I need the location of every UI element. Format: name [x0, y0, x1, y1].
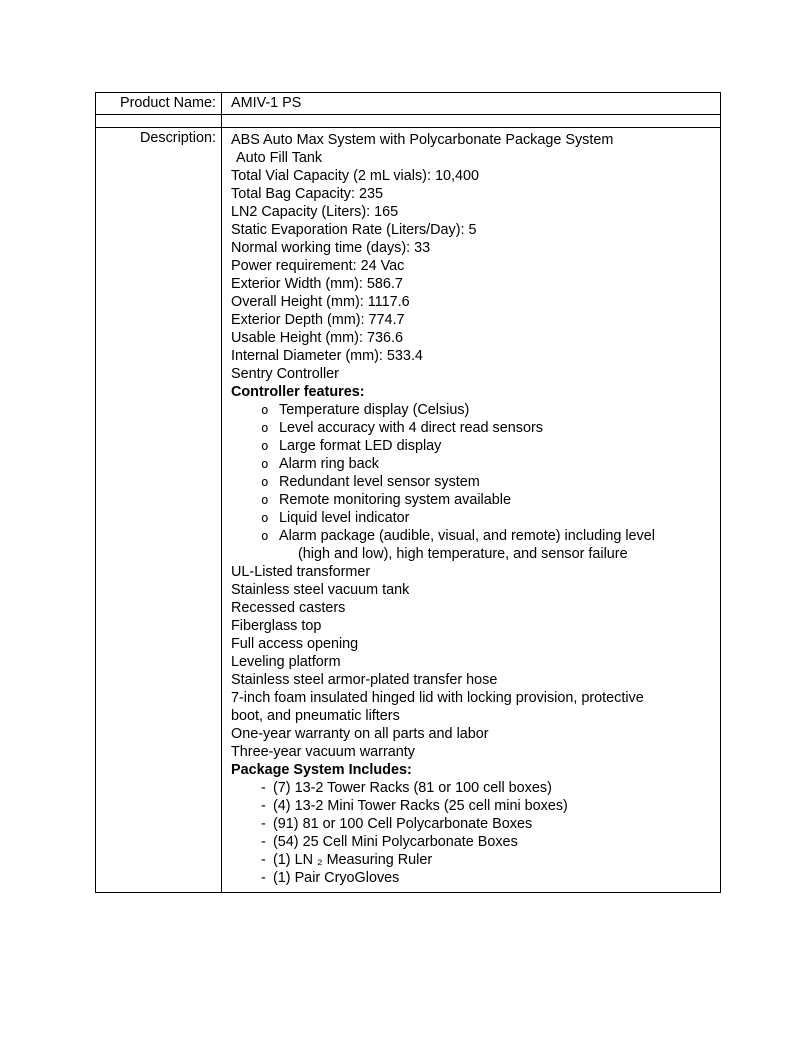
- bullet-text: Temperature display (Celsius): [279, 402, 470, 418]
- spacer-row: [96, 115, 721, 128]
- description-line: Normal working time (days): 33: [231, 240, 431, 256]
- description-line: (high and low), high temperature, and sensor failure: [298, 546, 628, 562]
- spacer-cell-left: [96, 115, 222, 128]
- spacer-cell-right: [222, 115, 721, 128]
- description-line: ABS Auto Max System with Polycarbonate Package System: [231, 132, 614, 148]
- description-line: Auto Fill Tank: [236, 150, 323, 166]
- circle-bullet: o: [261, 402, 269, 417]
- description-line: [231, 833, 716, 851]
- dash-bullet: -: [261, 816, 266, 832]
- description-line: [231, 869, 716, 887]
- circle-bullet: o: [261, 510, 269, 525]
- description-line: [231, 437, 716, 455]
- description-line: Total Vial Capacity (2 mL vials): 10,400: [231, 168, 479, 184]
- description-line: Sentry Controller: [231, 366, 339, 382]
- description-line: [231, 419, 716, 437]
- description-line: [231, 455, 716, 473]
- description-content: [222, 128, 721, 893]
- description-line: LN2 Capacity (Liters): 165: [231, 204, 399, 220]
- description-line: Full access opening: [231, 636, 359, 652]
- description-row: [96, 128, 721, 893]
- description-line: Stainless steel vacuum tank: [231, 582, 410, 598]
- description-label: Description:: [96, 128, 222, 893]
- description-line: [231, 797, 716, 815]
- description-line: [231, 815, 716, 833]
- circle-bullet: o: [261, 438, 269, 453]
- circle-bullet: o: [261, 528, 269, 543]
- description-line: Leveling platform: [231, 654, 341, 670]
- description-line: Controller features:: [231, 384, 365, 400]
- description-line: Overall Height (mm): 1117.6: [231, 294, 410, 310]
- product-name-value: AMIV-1 PS: [222, 93, 721, 115]
- description-line: [231, 473, 716, 491]
- circle-bullet: o: [261, 456, 269, 471]
- description-line: Package System Includes:: [231, 762, 412, 778]
- bullet-text: Level accuracy with 4 direct read sensors: [279, 420, 543, 436]
- bullet-text: (91) 81 or 100 Cell Polycarbonate Boxes: [273, 816, 533, 832]
- bullet-text: Liquid level indicator: [279, 510, 410, 526]
- bullet-text: (54) 25 Cell Mini Polycarbonate Boxes: [273, 834, 518, 850]
- circle-bullet: o: [261, 492, 269, 507]
- description-line: One-year warranty on all parts and labor: [231, 726, 489, 742]
- description-line: [231, 779, 716, 797]
- bullet-text: Remote monitoring system available: [279, 492, 511, 508]
- bullet-text: (7) 13-2 Tower Racks (81 or 100 cell boxes): [273, 780, 552, 796]
- bullet-text: (4) 13-2 Mini Tower Racks (25 cell mini boxes): [273, 798, 568, 814]
- circle-bullet: o: [261, 420, 269, 435]
- description-line: Stainless steel armor-plated transfer hose: [231, 672, 498, 688]
- product-name-row: [96, 93, 721, 115]
- description-line: Recessed casters: [231, 600, 346, 616]
- dash-bullet: -: [261, 798, 266, 814]
- dash-bullet: -: [261, 870, 266, 886]
- dash-bullet: -: [261, 834, 266, 850]
- description-line: [231, 509, 716, 527]
- description-line: UL-Listed transformer: [231, 564, 371, 580]
- description-line: [231, 851, 716, 869]
- product-name-label: Product Name:: [96, 93, 222, 115]
- description-line: [231, 491, 716, 509]
- circle-bullet: o: [261, 474, 269, 489]
- description-line: 7-inch foam insulated hinged lid with locking provision, protective: [231, 690, 644, 706]
- bullet-text: Alarm package (audible, visual, and remote) including level: [279, 528, 655, 544]
- description-line: Exterior Depth (mm): 774.7: [231, 312, 405, 328]
- description-line: Power requirement: 24 Vac: [231, 258, 405, 274]
- bullet-text: Redundant level sensor system: [279, 474, 480, 490]
- product-spec-table: [95, 92, 721, 893]
- description-line: Usable Height (mm): 736.6: [231, 330, 403, 346]
- dash-bullet: -: [261, 780, 266, 796]
- bullet-text: (1) Pair CryoGloves: [273, 870, 400, 886]
- dash-bullet: -: [261, 852, 266, 868]
- description-line: Static Evaporation Rate (Liters/Day): 5: [231, 222, 477, 238]
- description-line: Total Bag Capacity: 235: [231, 186, 383, 202]
- description-line: [231, 527, 716, 545]
- bullet-text: (1) LN ₂ Measuring Ruler: [273, 852, 433, 868]
- description-line: Fiberglass top: [231, 618, 322, 634]
- description-line: Internal Diameter (mm): 533.4: [231, 348, 423, 364]
- description-line: [231, 401, 716, 419]
- description-line: Exterior Width (mm): 586.7: [231, 276, 403, 292]
- bullet-text: Alarm ring back: [279, 456, 379, 472]
- description-line: boot, and pneumatic lifters: [231, 708, 400, 724]
- description-line: Three-year vacuum warranty: [231, 744, 415, 760]
- bullet-text: Large format LED display: [279, 438, 442, 454]
